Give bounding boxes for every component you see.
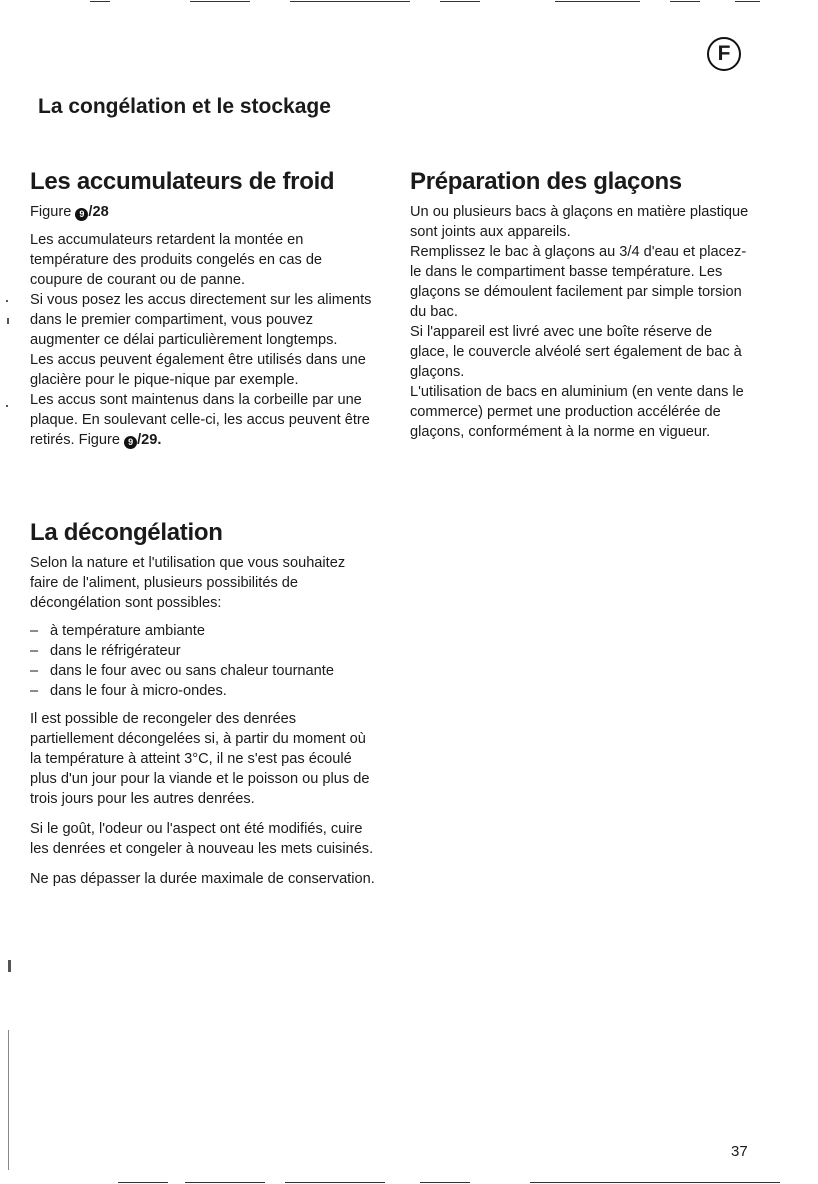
accus-paragraph	[30, 390, 375, 450]
thaw-options-list	[30, 621, 375, 701]
ice-paragraph: Remplissez le bac à glaçons au 3/4 d'eau et placez-le dans le compartiment basse température. Les glaçons se démoulent facilement par simple torsion du bac.	[410, 244, 747, 320]
thaw-paragraph: Il est possible de recongeler des denrées partiellement décongelées si, à partir du moment où la température à atteint 3°C, il ne s'est pas écoulé plus d'un jour pour la viande et le poisson ou plus de trois jours pour les autres denrées.	[30, 711, 370, 807]
scan-speck	[6, 300, 8, 302]
bottom-rule	[185, 1182, 265, 1183]
figure-reference	[30, 202, 375, 222]
figure-number-badge: 9	[75, 208, 88, 221]
accus-section	[30, 168, 375, 450]
accus-paragraph: Les accumulateurs retardent la montée en température des produits congelés en cas de coupure de courant ou de panne.	[30, 232, 323, 288]
accus-title: Les accumulateurs de froid	[30, 168, 335, 195]
figure-suffix: /29.	[137, 432, 162, 448]
scan-speck	[8, 960, 11, 972]
ice-paragraph: L'utilisation de bacs en aluminium (en vente dans le commerce) permet une production accélérée de glaçons, conformément à la norme en vigueur.	[410, 384, 744, 440]
ice-paragraph: Si l'appareil est livré avec une boîte réserve de glace, le couvercle alvéolé sert également de bac à glaçons.	[410, 324, 742, 380]
figure-prefix: Figure	[30, 204, 76, 220]
accus-paragraph: Si vous posez les accus directement sur les aliments dans le premier compartiment, vous pouvez augmenter ce délai particulièrement longtemps.	[30, 292, 372, 348]
figure-suffix: /28	[88, 204, 109, 220]
thaw-section	[30, 519, 375, 889]
ice-title: Préparation des glaçons	[410, 168, 682, 195]
thaw-paragraph: Ne pas dépasser la durée maximale de conservation.	[30, 871, 375, 887]
accus-last-text: Les accus sont maintenus dans la corbeille par une plaque. En soulevant celle-ci, les accus peuvent être retirés. Figure	[30, 392, 370, 448]
list-item: – dans le four avec ou sans chaleur tournante	[30, 661, 375, 681]
top-rule	[190, 1, 250, 2]
bottom-rule	[420, 1182, 470, 1183]
top-rule	[670, 1, 700, 2]
list-item: – à température ambiante	[30, 621, 375, 641]
scan-speck	[8, 1030, 9, 1170]
thaw-intro: Selon la nature et l'utilisation que vous souhaitez faire de l'aliment, plusieurs possibilités de décongélation sont possibles:	[30, 555, 346, 611]
top-rule	[555, 1, 640, 2]
accus-paragraph: Les accus peuvent également être utilisés dans une glacière pour le pique-nique par exemple.	[30, 352, 366, 388]
top-rule	[735, 1, 760, 2]
scan-speck	[6, 405, 8, 407]
top-rule	[440, 1, 480, 2]
bottom-rule	[285, 1182, 385, 1183]
list-item: – dans le four à micro-ondes.	[30, 681, 375, 701]
ice-section	[410, 168, 755, 442]
thaw-title: La décongélation	[30, 519, 223, 546]
page-number: 37	[731, 1143, 748, 1160]
list-item: – dans le réfrigérateur	[30, 641, 375, 661]
thaw-paragraph: Si le goût, l'odeur ou l'aspect ont été modifiés, cuire les denrées et congeler à nouveau les mets cuisinés.	[30, 821, 374, 857]
language-badge: F	[707, 37, 741, 71]
top-rule	[90, 1, 110, 2]
section-title: La congélation et le stockage	[38, 95, 331, 118]
bottom-rule	[118, 1182, 168, 1183]
bottom-rule	[530, 1182, 780, 1183]
scan-speck	[7, 318, 9, 324]
top-rule	[290, 1, 410, 2]
ice-paragraph: Un ou plusieurs bacs à glaçons en matière plastique sont joints aux appareils.	[410, 204, 749, 240]
figure-number-badge: 9	[124, 436, 137, 449]
